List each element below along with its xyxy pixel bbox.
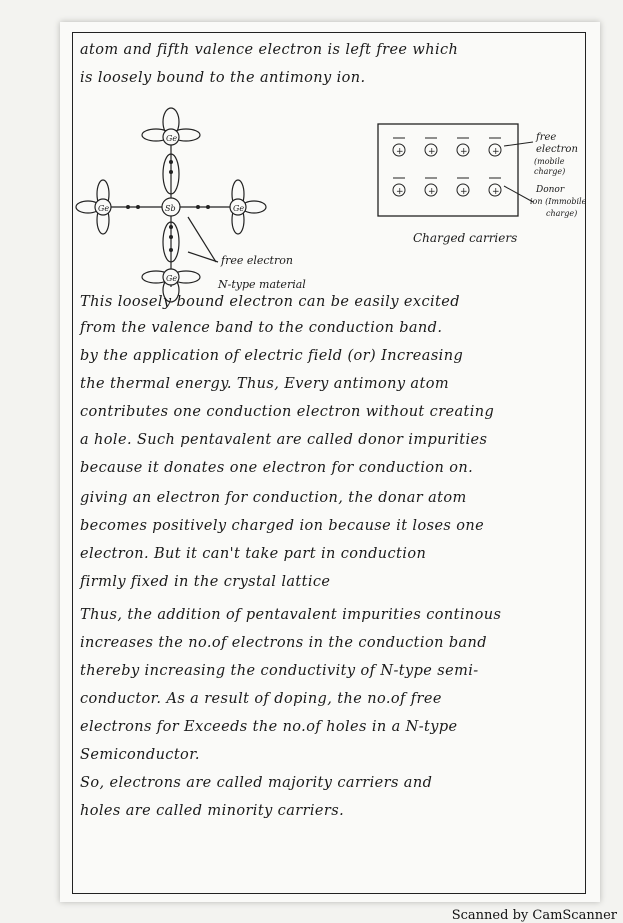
scanner-watermark: Scanned by CamScanner [451, 908, 617, 923]
charged-carriers-label: Charged carriers [413, 231, 518, 245]
notebook-sheet [60, 22, 600, 902]
svg-text:+: + [492, 147, 500, 157]
free-electron-box-label-2: electron [536, 144, 578, 155]
atom-top-label: Ge [166, 134, 178, 143]
text-line-14: Thus, the addition of pentavalent impurities continous [80, 607, 502, 623]
atom-left-label: Ge [98, 204, 110, 213]
text-line-1: atom and fifth valence electron is left free which [80, 42, 459, 58]
text-line-20: So, electrons are called majority carriers and [80, 775, 433, 791]
atom-bottom-label: Ge [166, 274, 178, 283]
text-line-8: a hole. Such pentavalent are called donor impurities [80, 432, 488, 448]
text-line-21: holes are called minority carriers. [80, 803, 345, 819]
text-line-9: because it donates one electron for conduction on. [80, 460, 474, 476]
text-line-11: becomes positively charged ion because it loses one [80, 518, 485, 534]
text-line-3: This loosely bound electron can be easily excited [80, 294, 460, 310]
box-row-2 [393, 178, 501, 197]
donor-ion-label-3: charge) [546, 209, 578, 218]
svg-text:+: + [428, 187, 436, 197]
text-line-16: thereby increasing the conductivity of N-type semi- [80, 663, 479, 679]
svg-text:+: + [460, 147, 468, 157]
svg-text:+: + [492, 187, 500, 197]
text-line-4: from the valence band to the conduction band. [80, 320, 443, 336]
text-line-7: contributes one conduction electron without creating [80, 404, 495, 420]
text-line-15: increases the no.of electrons in the conduction band [80, 635, 487, 651]
text-line-18: electrons for Exceeds the no.of holes in a N-type [80, 719, 458, 735]
text-line-2: is loosely bound to the antimony ion. [80, 70, 366, 86]
atom-right-label: Ge [233, 204, 245, 213]
svg-text:+: + [428, 147, 436, 157]
text-line-12: electron. But it can't take part in conduction [80, 546, 427, 562]
mobile-charge-label-2: charge) [534, 167, 566, 176]
text-line-10: giving an electron for conduction, the donar atom [80, 490, 467, 506]
text-line-5: by the application of electric field (or) Increasing [80, 348, 464, 364]
text-line-13: firmly fixed in the crystal lattice [80, 574, 331, 590]
free-electron-box-label-1: free [536, 132, 557, 143]
svg-text:+: + [396, 187, 404, 197]
mobile-charge-label-1: (mobile [534, 157, 565, 166]
svg-text:+: + [396, 147, 404, 157]
n-type-material-label: N-type material [218, 278, 306, 291]
text-line-6: the thermal energy. Thus, Every antimony atom [80, 376, 449, 392]
n-type-diagram [68, 102, 588, 317]
text-line-17: conductor. As a result of doping, the no.of free [80, 691, 442, 707]
donor-ion-label-2: ion (Immobile [530, 197, 587, 206]
free-electron-label: free electron [221, 254, 293, 267]
atom-center-label: Sb [165, 204, 176, 213]
text-line-19: Semiconductor. [80, 747, 200, 763]
svg-text:+: + [460, 187, 468, 197]
box-row-1 [393, 138, 501, 157]
donor-ion-label-1: Donor [536, 185, 565, 195]
